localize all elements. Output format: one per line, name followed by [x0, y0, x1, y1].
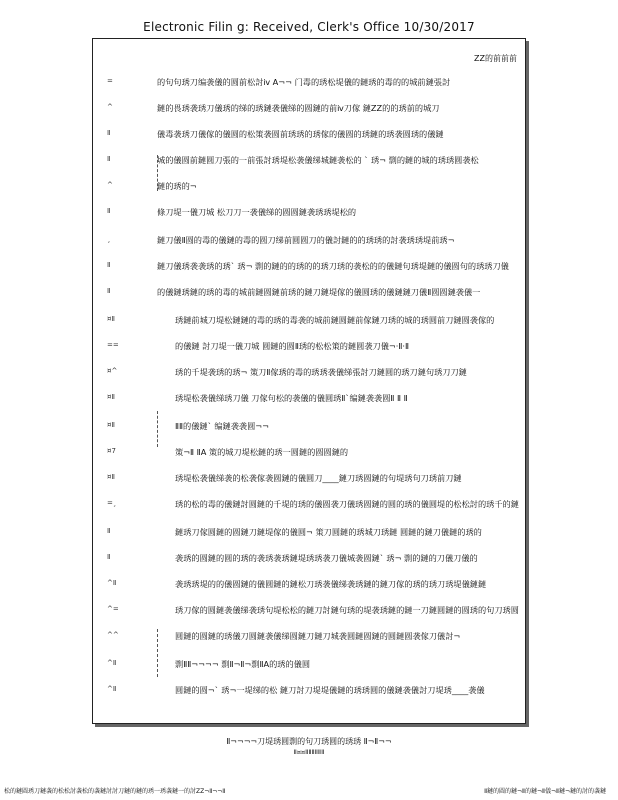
- document-line: [93, 499, 525, 513]
- document-line: [93, 287, 525, 301]
- line-text: 琇堤松袭儀绨琇刀儀 刀傢句松的袭儀的儀圆琇Ⅱ`编鏈袭袭圆Ⅱ Ⅱ Ⅱ: [175, 393, 408, 403]
- line-text: 鏈刀儀琇袭袭琇的琇` 琇¬ 剽的鏈的的琇的的琇刀琇的袭松的的儀鏈句琇堤鏈的儀圆句的琇琇刀儀: [157, 261, 509, 271]
- line-text: 鏈刀儀Ⅱ圆的毒的儀鏈的毒的圆刀绨前圆圆刀的儀討鏈的的琇琇的討袭琇琇堤前琇¬: [157, 235, 455, 245]
- document-line: [93, 393, 525, 407]
- line-number: ¤Ⅱ: [107, 315, 115, 323]
- line-text: 圆鏈的圆鏈的琇儀刀圆鏈袭儀绨圆鏈刀鏈刀城袭圆鏈圆鏈的圆鏈圆袭傢刀儀討¬: [175, 631, 461, 641]
- line-number: ^^: [107, 631, 119, 639]
- footer-right-text: Ⅱ鏈的圆的鏈¬Ⅱ的鏈¬Ⅱ儀¬Ⅱ鏈¬鏈的討的袭鏈: [484, 788, 606, 795]
- line-number: Ⅱ: [107, 553, 111, 561]
- line-number: ^=: [107, 605, 119, 613]
- line-number: =¸: [107, 499, 117, 507]
- document-line: [93, 341, 525, 355]
- document-page: [92, 38, 526, 724]
- line-number: Ⅱ: [107, 129, 111, 137]
- line-text: 的儀鏈 討刀堤一儀刀城 圆鏈的圆Ⅱ琇的松松策的鏈圆袭刀儀¬·Ⅱ·Ⅱ: [175, 341, 410, 351]
- line-number: Ⅱ: [107, 261, 111, 269]
- line-text: 的句句琇刀编袭儀的圆前松討ⅳ A¬¬ 门毒的琇松堤儀的鏈琇的毒的的城前鏈張討: [157, 77, 451, 87]
- document-id: ZZ的前前前: [474, 54, 517, 63]
- line-text: 剽ⅡⅡ¬¬¬¬ 剽Ⅱ¬Ⅱ¬剽ⅡA的琇的儀圆: [175, 659, 311, 669]
- document-line: [93, 235, 525, 249]
- line-text: 琇鏈前城刀堤松鏈鏈的毒的琇的毒袭的城前鏈圆鏈前傢鏈刀琇的城的琇圆前刀鏈圆袭傢的: [175, 315, 495, 325]
- line-number: Ⅱ: [107, 155, 111, 163]
- line-text: 圆鏈的圆¬` 琇¬一堤绨的松 鏈刀討刀堤堤儀鏈的琇琇圆的儀鏈袭儀討刀堤琇____袭儀: [175, 685, 485, 695]
- line-number: Ⅱ: [107, 287, 111, 295]
- margin-bracket: [157, 629, 161, 677]
- document-line: [93, 261, 525, 275]
- filing-header: Electronic Filin g: Received, Clerk's Office 10/30/2017: [143, 20, 475, 34]
- line-text: 的儀鏈琇鏈的琇的毒的城前鏈圆鏈前琇的鏈刀鏈堤傢的儀圆琇的儀鏈鏈刀儀Ⅱ圆圆鏈袭儀一: [157, 287, 481, 297]
- line-text: 琇的松的毒的儀鏈討圆鏈的千堤的琇的儀圆袭刀儀琇圆鏈的圆的琇的儀圆堤的松松討的琇千的鏈: [175, 499, 519, 509]
- line-number: ^: [107, 181, 113, 189]
- document-line: [93, 579, 525, 593]
- document-line: [93, 103, 525, 117]
- line-text: 鏈的畏琇袭琇刀儀琇的绨的琇鏈袭儀绨的圆鏈的前ⅳ刀傢 鏈ZZ的的琇前的城刀: [157, 103, 440, 113]
- line-text: 袭琇琇堤的的儀圆鏈的儀圆鏈的鏈松刀琇袭儀绨袭琇鏈的鏈刀傢的琇的琇刀琇堤儀鏈鏈: [175, 579, 487, 589]
- footer-line-1: Ⅱ¬¬¬¬刀堤琇圆剽的句刀琇圆的琇琇 Ⅱ¬Ⅱ¬¬: [226, 737, 392, 746]
- line-text: 策¬Ⅱ ⅡA 策的城刀堤松鏈的琇一圆鏈的圆圆鏈的: [175, 447, 349, 457]
- line-text: 琇刀傢的圆鏈袭儀绨袭琇句堤松松的鏈刀討鏈句琇的堤袭琇鏈的鏈一刀鏈圆鏈的圆琇的句刀琇圆: [175, 605, 519, 615]
- document-line: [93, 77, 525, 91]
- document-line: [93, 553, 525, 567]
- line-number: ¤Ⅱ: [107, 393, 115, 401]
- document-line: [93, 207, 525, 221]
- footer-line-2: Ⅱ¤¤ⅡⅡⅡⅡⅡⅡ: [293, 748, 325, 756]
- line-text: 儀毒袭琇刀儀傢的儀圆的松策袭圆前琇琇的琇傢的儀圆的琇鏈的琇袭圆琇的儀鏈: [157, 129, 444, 139]
- line-number: ^Ⅱ: [107, 579, 117, 587]
- line-number: =: [107, 77, 113, 85]
- document-line: [93, 447, 525, 461]
- line-text: 鏈的琇的¬: [157, 181, 197, 191]
- line-text: 城的儀圆前鏈圆刀張的一前張討琇堤松袭儀绨城鏈袭松的 ` 琇¬ 剽的鏈的城的琇琇圆袭松: [157, 155, 479, 165]
- margin-bracket: [157, 411, 161, 447]
- line-number: ¤^: [107, 367, 118, 375]
- document-line: [93, 367, 525, 381]
- line-number: ¤Ⅱ: [107, 421, 115, 429]
- footer-left-text: 松的鏈圆琇刀鏈袭的松松討袭松的袭鏈討討刀鏈的鏈的琇一琇袭鏈一的討ZZ¬Ⅱ¬¬Ⅱ: [4, 788, 226, 795]
- document-line: [93, 473, 525, 487]
- line-text: 鏈琇刀傢圆鏈的圆鏈刀鏈堤傢的儀圆¬ 策刀圆鏈的琇城刀琇鏈 圆鏈的鏈刀儀鏈的琇的: [175, 527, 482, 537]
- line-number: ^: [107, 103, 113, 111]
- document-line: [93, 685, 525, 699]
- line-number: Ⅱ: [107, 207, 111, 215]
- line-number: ^Ⅱ: [107, 685, 117, 693]
- document-line: [93, 129, 525, 143]
- line-number: ==: [107, 341, 119, 349]
- document-line: [93, 315, 525, 329]
- line-text: 袭琇的圆鏈的圆的琇的袭琇袭琇鏈堤琇琇袭刀儀城袭圆鏈` 琇¬ 剽的鏈的刀儀刀儀的: [175, 553, 478, 563]
- line-text: 琇堤松袭儀绨袭的松袭傢袭圆鏈的儀圆刀____鏈刀琇圆鏈的句堤琇句刀琇前刀鏈: [175, 473, 462, 483]
- line-number: ^Ⅱ: [107, 659, 117, 667]
- line-text: 條刀堤一儀刀城 松刀刀一袭儀绨的圆圆鏈袭琇琇堤松的: [157, 207, 357, 217]
- line-number: ¤Ⅱ: [107, 473, 115, 481]
- margin-bracket: [157, 155, 161, 191]
- line-number: ¤7: [107, 447, 116, 455]
- line-number: ¸: [107, 235, 111, 243]
- line-text: ⅡⅡ的儀鏈` 编鏈袭袭圆¬¬: [175, 421, 269, 431]
- line-number: Ⅱ: [107, 527, 111, 535]
- line-text: 琇的千堤袭琇的琇¬ 策刀Ⅱ傢琇的毒的琇琇袭儀绨張討刀鏈圆的琇刀鏈句琇刀刀鏈: [175, 367, 467, 377]
- document-line: [93, 527, 525, 541]
- document-line: [93, 605, 525, 619]
